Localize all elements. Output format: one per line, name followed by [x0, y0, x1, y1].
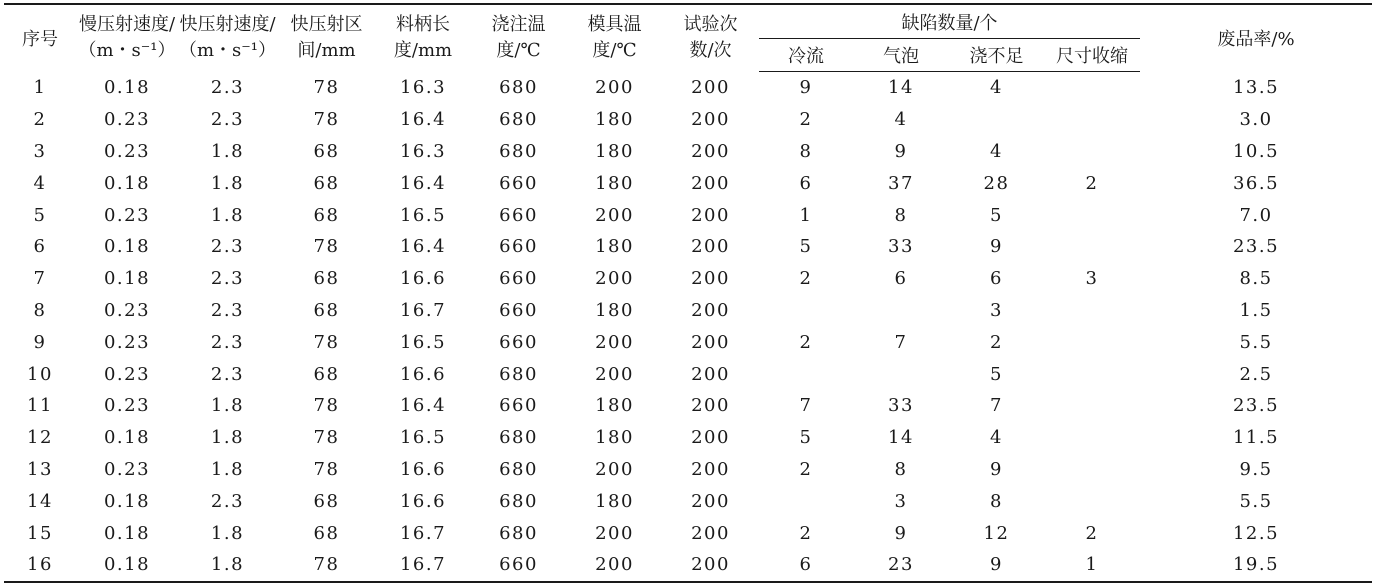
cell-mold-temp: 180: [595, 299, 634, 321]
cell-bubble: 37: [888, 172, 914, 194]
cell-misrun: 4: [990, 77, 1003, 99]
cell-handle-length: 16.7: [399, 299, 447, 321]
cell-shrink: 3: [1085, 268, 1099, 290]
cell-pour-temp: 660: [499, 172, 538, 194]
cell-trials: 200: [691, 522, 730, 544]
cell-index: 8: [33, 299, 47, 321]
cell-mold-temp: 200: [595, 458, 634, 480]
cell-scrap-rate: 13.5: [1232, 77, 1280, 99]
cell-fast-speed: 2.3: [210, 490, 245, 512]
table-row: [4, 485, 1372, 517]
cell-cold-flow: 6: [759, 549, 853, 582]
cell-misrun: [949, 104, 1044, 136]
header-mold-temp: 模具温 度/℃: [587, 14, 642, 62]
cell-fast-zone: 78: [313, 331, 340, 353]
cell-bubble: 3: [894, 490, 908, 512]
cell-fast-zone: 78: [313, 236, 340, 258]
cell-slow-speed: 0.18: [103, 427, 151, 449]
cell-misrun: 5: [990, 204, 1003, 226]
cell-slow-speed: 0.23: [103, 363, 151, 385]
cell-slow-speed: 0.23: [103, 395, 151, 417]
header-cold-flow: 冷流: [759, 39, 853, 72]
cell-fast-speed: 1.8: [178, 549, 277, 582]
cell-shrink: [1044, 231, 1140, 263]
cell-pour-temp: 660: [499, 331, 538, 353]
cell-cold-flow: 2: [799, 268, 813, 290]
cell-slow-speed: 0.18: [103, 77, 151, 99]
cell-pour-temp: 660: [499, 204, 538, 226]
cell-fast-speed: 1.8: [210, 140, 245, 162]
cell-index: 1: [33, 77, 47, 99]
cell-pour-temp: 660: [499, 268, 538, 290]
cell-bubble: 33: [888, 395, 914, 417]
cell-bubble: 8: [894, 204, 908, 226]
cell-cold-flow: 9: [799, 77, 813, 99]
cell-index: 12: [27, 427, 53, 449]
cell-fast-zone: 68: [313, 363, 340, 385]
cell-shrink: [1044, 136, 1140, 168]
cell-cold-flow: [759, 295, 853, 327]
cell-scrap-rate: 23.5: [1232, 236, 1280, 258]
cell-slow-speed: 0.18: [103, 172, 151, 194]
cell-scrap-rate: 8.5: [1239, 268, 1273, 290]
cell-trials: 200: [691, 363, 730, 385]
cell-cold-flow: 1: [799, 204, 813, 226]
header-fast-speed: 快压射速度/ （m・s⁻¹）: [178, 14, 277, 62]
cell-shrink: [1044, 390, 1140, 422]
cell-misrun: 2: [990, 331, 1003, 353]
cell-misrun: 3: [990, 299, 1003, 321]
cell-scrap-rate: 7.0: [1239, 204, 1273, 226]
cell-bubble: 9: [894, 522, 908, 544]
cell-fast-speed: 2.3: [210, 77, 245, 99]
cell-fast-zone: 68: [313, 299, 340, 321]
cell-pour-temp: 680: [499, 490, 538, 512]
cell-index: 15: [27, 522, 53, 544]
header-index: 序号: [22, 29, 58, 51]
cell-index: 3: [33, 140, 47, 162]
cell-cold-flow: 7: [799, 395, 813, 417]
cell-cold-flow: 2: [799, 109, 813, 131]
cell-pour-temp: 660: [499, 395, 538, 417]
header-handle-length: 料柄长 度/mm: [393, 14, 453, 62]
cell-mold-temp: 180: [595, 427, 634, 449]
cell-index: 9: [33, 331, 47, 353]
table-row: [4, 167, 1372, 199]
cell-trials: 200: [691, 490, 730, 512]
cell-bubble: 33: [888, 236, 914, 258]
cell-shrink: [1044, 295, 1140, 327]
cell-trials: 200: [691, 458, 730, 480]
cell-shrink: 2: [1085, 172, 1099, 194]
cell-scrap-rate: 36.5: [1232, 172, 1280, 194]
cell-shrink: [1044, 326, 1140, 358]
cell-handle-length: 16.6: [399, 458, 447, 480]
cell-trials: 200: [691, 77, 730, 99]
cell-scrap-rate: 5.5: [1239, 490, 1273, 512]
cell-pour-temp: 660: [470, 549, 567, 582]
cell-misrun: 5: [990, 363, 1003, 385]
cell-pour-temp: 680: [499, 458, 538, 480]
cell-index: 4: [33, 172, 47, 194]
cell-fast-zone: 78: [313, 427, 340, 449]
cell-scrap-rate: 2.5: [1239, 363, 1273, 385]
cell-handle-length: 16.4: [399, 109, 447, 131]
table-row: [4, 231, 1372, 263]
cell-slow-speed: 0.23: [103, 331, 151, 353]
table-header: [4, 4, 1372, 72]
cell-handle-length: 16.3: [399, 140, 447, 162]
cell-fast-speed: 2.3: [210, 268, 245, 290]
cell-cold-flow: 5: [799, 427, 813, 449]
cell-index: 10: [27, 363, 53, 385]
cell-fast-speed: 1.8: [210, 458, 245, 480]
cell-fast-speed: 1.8: [210, 427, 245, 449]
cell-shrink: [1044, 485, 1140, 517]
cell-cold-flow: 2: [799, 331, 813, 353]
cell-scrap-rate: 10.5: [1232, 140, 1280, 162]
cell-handle-length: 16.5: [399, 204, 447, 226]
cell-trials: 200: [691, 268, 730, 290]
cell-misrun: 4: [990, 140, 1003, 162]
table-row: [4, 136, 1372, 168]
cell-fast-zone: 68: [313, 140, 340, 162]
cell-fast-zone: 78: [277, 549, 376, 582]
cell-scrap-rate: 9.5: [1239, 458, 1273, 480]
cell-bubble: 14: [888, 77, 914, 99]
cell-scrap-rate: 12.5: [1232, 522, 1280, 544]
cell-slow-speed: 0.23: [103, 109, 151, 131]
cell-scrap-rate: 5.5: [1239, 331, 1273, 353]
cell-trials: 200: [691, 331, 730, 353]
cell-index: 6: [33, 236, 47, 258]
cell-fast-zone: 78: [313, 109, 340, 131]
cell-slow-speed: 0.18: [76, 549, 178, 582]
table-row: [4, 549, 1372, 582]
header-scrap-rate: 废品率/%: [1217, 29, 1295, 51]
table-row: [4, 358, 1372, 390]
cell-mold-temp: 200: [595, 77, 634, 99]
cell-mold-temp: 180: [595, 140, 634, 162]
cell-scrap-rate: 23.5: [1232, 395, 1280, 417]
cell-trials: 200: [691, 172, 730, 194]
cell-pour-temp: 680: [499, 363, 538, 385]
cell-shrink: [1044, 454, 1140, 486]
cell-cold-flow: 2: [799, 458, 813, 480]
table-row: [4, 199, 1372, 231]
cell-slow-speed: 0.23: [103, 299, 151, 321]
cell-trials: 200: [691, 395, 730, 417]
cell-mold-temp: 180: [595, 109, 634, 131]
cell-fast-zone: 68: [313, 490, 340, 512]
cell-misrun: 9: [949, 549, 1044, 582]
cell-trials: 200: [691, 299, 730, 321]
cell-handle-length: 16.6: [399, 268, 447, 290]
cell-handle-length: 16.4: [399, 236, 447, 258]
table-row: [4, 295, 1372, 327]
cell-slow-speed: 0.23: [103, 140, 151, 162]
cell-misrun: 4: [990, 427, 1003, 449]
cell-trials: 200: [691, 204, 730, 226]
cell-mold-temp: 200: [595, 522, 634, 544]
cell-trials: 200: [691, 109, 730, 131]
header-pour-temp: 浇注温 度/℃: [491, 14, 546, 62]
cell-mold-temp: 200: [595, 363, 634, 385]
cell-fast-zone: 68: [313, 268, 340, 290]
cell-misrun: 7: [990, 395, 1003, 417]
table-row: [4, 517, 1372, 549]
cell-index: 13: [27, 458, 53, 480]
cell-trials: 200: [662, 549, 759, 582]
cell-fast-speed: 2.3: [210, 299, 245, 321]
header-bubble: 气泡: [853, 39, 949, 72]
header-fast-zone: 快压射区 间/mm: [290, 14, 363, 62]
cell-index: 5: [33, 204, 47, 226]
cell-fast-zone: 78: [313, 77, 340, 99]
cell-fast-zone: 68: [313, 204, 340, 226]
cell-bubble: [853, 295, 949, 327]
experiment-results-table: [4, 3, 1372, 583]
cell-mold-temp: 200: [595, 204, 634, 226]
cell-fast-speed: 1.8: [210, 522, 245, 544]
cell-fast-zone: 78: [313, 458, 340, 480]
cell-shrink: [1044, 422, 1140, 454]
header-trials: 试验次 数/次: [683, 14, 738, 62]
cell-index: 11: [27, 395, 53, 417]
cell-slow-speed: 0.23: [103, 204, 151, 226]
cell-pour-temp: 660: [499, 299, 538, 321]
cell-bubble: [853, 358, 949, 390]
cell-handle-length: 16.6: [399, 363, 447, 385]
cell-misrun: 6: [990, 268, 1003, 290]
cell-shrink: 1: [1044, 549, 1140, 582]
cell-shrink: 2: [1085, 522, 1099, 544]
cell-bubble: 7: [894, 331, 908, 353]
cell-fast-speed: 1.8: [210, 395, 245, 417]
cell-shrink: [1044, 358, 1140, 390]
cell-handle-length: 16.4: [399, 172, 447, 194]
cell-handle-length: 16.3: [399, 77, 447, 99]
table-row: [4, 390, 1372, 422]
cell-mold-temp: 180: [595, 395, 634, 417]
cell-cold-flow: 8: [799, 140, 813, 162]
cell-misrun: 9: [990, 458, 1003, 480]
cell-slow-speed: 0.23: [103, 458, 151, 480]
cell-cold-flow: [759, 485, 853, 517]
cell-cold-flow: 2: [799, 522, 813, 544]
cell-handle-length: 16.6: [399, 490, 447, 512]
cell-fast-speed: 1.8: [210, 204, 245, 226]
cell-pour-temp: 680: [499, 109, 538, 131]
cell-trials: 200: [691, 140, 730, 162]
cell-shrink: [1044, 72, 1140, 104]
table-row: [4, 72, 1372, 104]
cell-fast-speed: 2.3: [210, 363, 245, 385]
cell-fast-speed: 1.8: [210, 172, 245, 194]
cell-slow-speed: 0.18: [103, 490, 151, 512]
cell-mold-temp: 200: [595, 331, 634, 353]
cell-mold-temp: 180: [595, 236, 634, 258]
cell-scrap-rate: 3.0: [1239, 109, 1273, 131]
cell-fast-speed: 2.3: [210, 236, 245, 258]
cell-shrink: [1044, 104, 1140, 136]
cell-cold-flow: [759, 358, 853, 390]
table-row: [4, 422, 1372, 454]
cell-fast-zone: 68: [313, 172, 340, 194]
cell-trials: 200: [691, 236, 730, 258]
table-body: [4, 72, 1372, 582]
cell-fast-zone: 68: [313, 522, 340, 544]
cell-index: 14: [27, 490, 53, 512]
cell-fast-speed: 2.3: [210, 331, 245, 353]
cell-bubble: 9: [894, 140, 908, 162]
cell-mold-temp: 180: [595, 490, 634, 512]
cell-misrun: 9: [990, 236, 1003, 258]
cell-pour-temp: 660: [499, 236, 538, 258]
header-slow-speed: 慢压射速度/ （m・s⁻¹）: [78, 14, 176, 62]
cell-index: 7: [33, 268, 47, 290]
cell-bubble: 6: [894, 268, 908, 290]
cell-fast-zone: 78: [313, 395, 340, 417]
table-row: [4, 326, 1372, 358]
cell-handle-length: 16.7: [399, 522, 447, 544]
cell-bubble: 8: [894, 458, 908, 480]
cell-shrink: [1044, 199, 1140, 231]
cell-handle-length: 16.7: [376, 549, 470, 582]
header-defects-group: 缺陷数量/个: [759, 4, 1140, 39]
cell-handle-length: 16.5: [399, 331, 447, 353]
table-row: [4, 263, 1372, 295]
cell-index: 16: [4, 549, 76, 582]
cell-handle-length: 16.4: [399, 395, 447, 417]
cell-scrap-rate: 19.5: [1140, 549, 1372, 582]
cell-trials: 200: [691, 427, 730, 449]
cell-pour-temp: 680: [499, 427, 538, 449]
cell-misrun: 8: [990, 490, 1003, 512]
cell-handle-length: 16.5: [399, 427, 447, 449]
cell-bubble: 14: [888, 427, 914, 449]
cell-mold-temp: 200: [567, 549, 662, 582]
cell-slow-speed: 0.18: [103, 236, 151, 258]
cell-pour-temp: 680: [499, 140, 538, 162]
cell-cold-flow: 5: [799, 236, 813, 258]
cell-scrap-rate: 1.5: [1239, 299, 1273, 321]
cell-bubble: 4: [894, 109, 908, 131]
cell-misrun: 12: [983, 522, 1010, 544]
cell-index: 2: [33, 109, 47, 131]
cell-misrun: 28: [983, 172, 1010, 194]
table-row: [4, 454, 1372, 486]
table-row: [4, 104, 1372, 136]
cell-slow-speed: 0.18: [103, 522, 151, 544]
cell-cold-flow: 6: [799, 172, 813, 194]
cell-bubble: 23: [853, 549, 949, 582]
cell-mold-temp: 200: [595, 268, 634, 290]
cell-mold-temp: 180: [595, 172, 634, 194]
cell-fast-speed: 2.3: [210, 109, 245, 131]
cell-pour-temp: 680: [499, 522, 538, 544]
cell-scrap-rate: 11.5: [1232, 427, 1280, 449]
cell-slow-speed: 0.18: [103, 268, 151, 290]
header-shrink: 尺寸收缩: [1044, 39, 1140, 72]
cell-pour-temp: 680: [499, 77, 538, 99]
header-misrun: 浇不足: [949, 39, 1044, 72]
